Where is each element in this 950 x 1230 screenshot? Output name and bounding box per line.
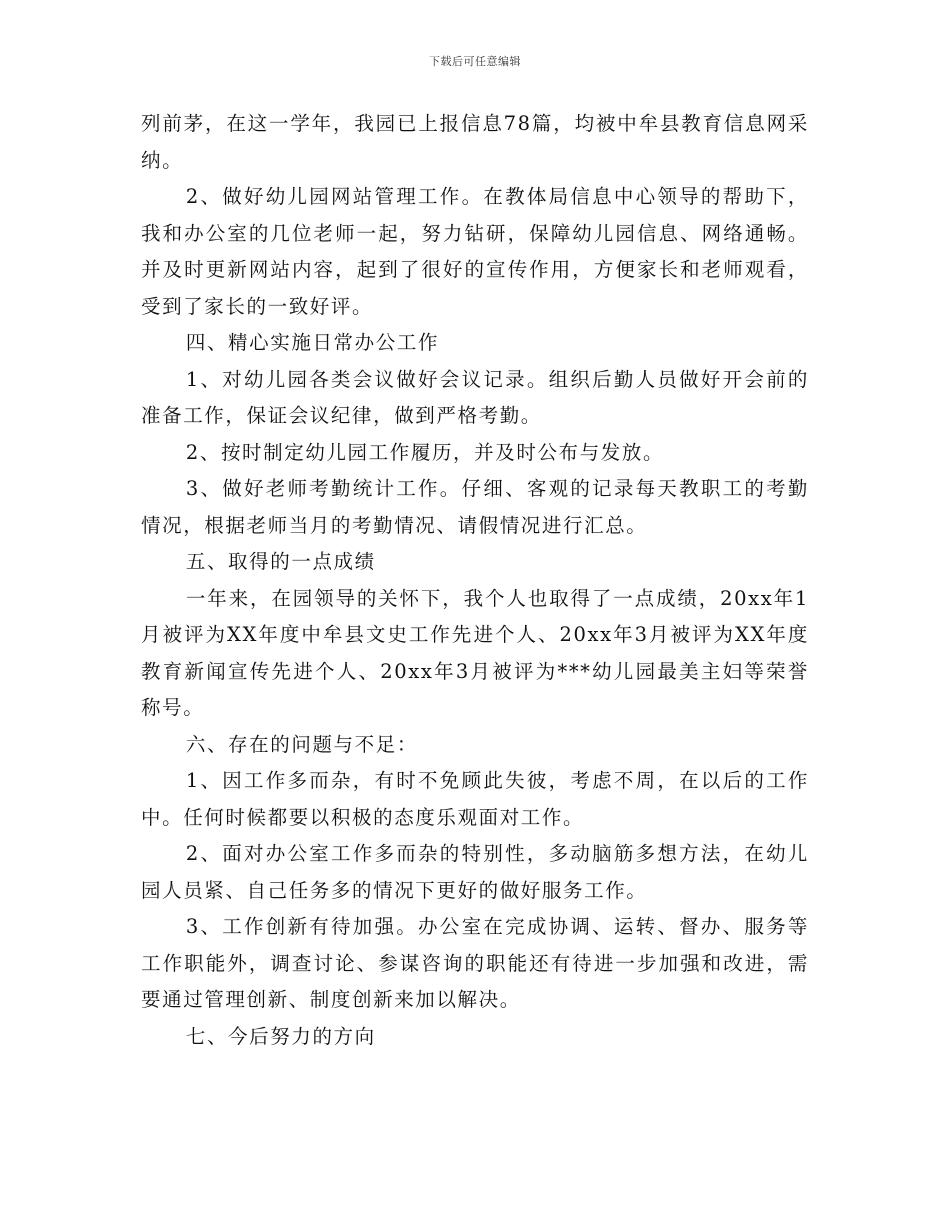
paragraph-website-management: 2、做好幼儿园网站管理工作。在教体局信息中心领导的帮助下，我和办公室的几位老师一起，努力钻研，保障幼儿园信息、网络通畅。并及时更新网站内容，起到了很好的宣传作用，方便家长和老师观看，受到了家长的一致好评。 (141, 185, 809, 318)
paragraph-problem-1: 1、因工作多而杂，有时不免顾此失彼，考虑不周，在以后的工作中。任何时候都要以积极的态度乐观面对工作。 (141, 769, 809, 829)
page-header: 下载后可任意编辑 (429, 55, 521, 68)
document-body (141, 106, 809, 1055)
section-heading-problems: 六、存在的问题与不足： (185, 732, 418, 756)
paragraph-work-schedule: 2、按时制定幼儿园工作履历，并及时公布与发放。 (185, 440, 665, 464)
paragraph-achievements: 一年来，在园领导的关怀下，我个人也取得了一点成绩，20xx年1月被评为XX年度中牟县文史工作先进个人、20xx年3月被评为XX年度教育新闻宣传先进个人、20xx年3月被评为***幼儿园最美主妇等荣誉称号。 (141, 586, 809, 719)
paragraph-continuation: 列前茅，在这一学年，我园已上报信息78篇，均被中牟县教育信息网采纳。 (141, 112, 809, 172)
section-heading-future-direction: 七、今后努力的方向 (185, 1024, 376, 1048)
paragraph-attendance-statistics: 3、做好老师考勤统计工作。仔细、客观的记录每天教职工的考勤情况，根据老师当月的考勤情况、请假情况进行汇总。 (141, 477, 809, 537)
paragraph-problem-3: 3、工作创新有待加强。办公室在完成协调、运转、督办、服务等工作职能外，调查讨论、参谋咨询的职能还有待进一步加强和改进，需要通过管理创新、制度创新来加以解决。 (141, 915, 809, 1011)
section-heading-achievements: 五、取得的一点成绩 (185, 550, 376, 573)
paragraph-meeting-records: 1、对幼儿园各类会议做好会议记录。组织后勤人员做好开会前的准备工作，保证会议纪律，做到严格考勤。 (141, 367, 809, 427)
paragraph-problem-2: 2、面对办公室工作多而杂的特别性，多动脑筋多想方法，在幼儿园人员紧、自己任务多的情况下更好的做好服务工作。 (141, 842, 809, 902)
section-heading-daily-office-work: 四、精心实施日常办公工作 (185, 331, 440, 354)
